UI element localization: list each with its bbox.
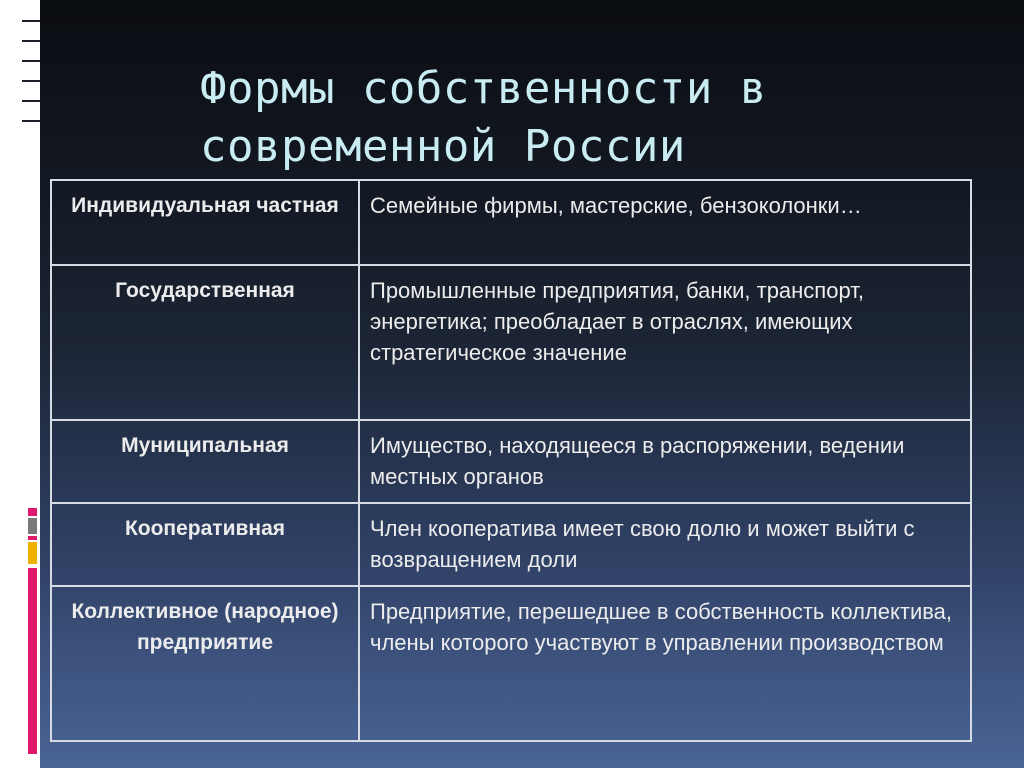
accent-bar-pink [28, 508, 37, 516]
accent-bar-yellow [28, 542, 37, 564]
ownership-type: Муниципальная [51, 420, 359, 503]
ownership-type: Государственная [51, 265, 359, 420]
table-row [51, 503, 971, 586]
table-row [51, 420, 971, 503]
ownership-description: Член кооператива имеет свою долю и может выйти с возвращением доли [359, 503, 971, 586]
left-margin [0, 0, 40, 768]
table-row [51, 265, 971, 420]
ownership-description: Семейные фирмы, мастерские, бензоколонки… [359, 180, 971, 265]
accent-bar-pink [28, 568, 37, 754]
accent-bar-gray [28, 518, 37, 534]
slide [40, 0, 1024, 768]
ownership-forms-table [50, 179, 972, 742]
ownership-type: Коллективное (народное) предприятие [51, 586, 359, 741]
accent-bar-pink [28, 536, 37, 540]
table-row [51, 180, 971, 265]
slide-title: Формы собственности в современной России [200, 63, 767, 172]
ownership-description: Промышленные предприятия, банки, транспорт, энергетика; преобладает в отраслях, имеющих стратегическое значение [359, 265, 971, 420]
ownership-type: Кооперативная [51, 503, 359, 586]
ownership-description: Предприятие, перешедшее в собственность коллектива, члены которого участвуют в управлении производством [359, 586, 971, 741]
table-row [51, 586, 971, 741]
decorative-lines [12, 0, 40, 140]
ownership-type: Индивидуальная частная [51, 180, 359, 265]
ownership-description: Имущество, находящееся в распоряжении, ведении местных органов [359, 420, 971, 503]
